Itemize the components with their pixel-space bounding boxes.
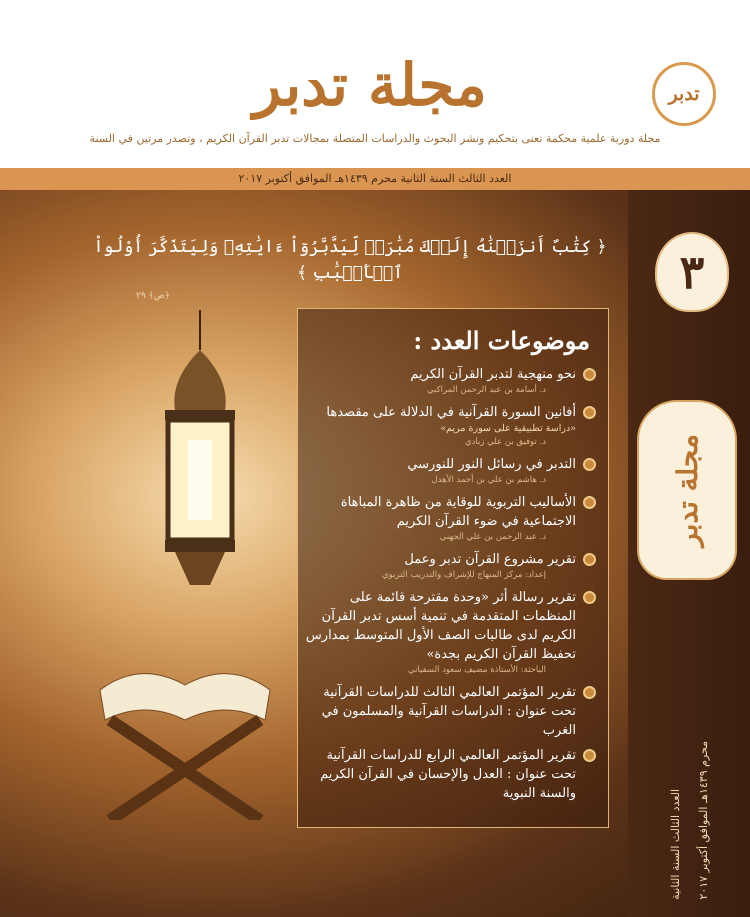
- spine-logo: [637, 400, 737, 580]
- spine-issue-info: [640, 690, 740, 900]
- toc-item-title: تقرير المؤتمر العالمي الرابع للدراسات القرآنية تحت عنوان : العدل والإحسان في القرآن الكريم والسنة النبوية: [320, 748, 576, 801]
- toc-item-author: د. أسامة بن عبد الرحمن المراكبي: [426, 385, 546, 395]
- toc-item-author: الباحثة: الأستاذة مضيف سعود السفياني: [407, 665, 546, 675]
- toc-item: [304, 455, 598, 487]
- toc-list: [304, 365, 598, 803]
- spine-line-2: محرم ١٤٣٩هـ الموافق أكتوبر ٢٠١٧: [697, 741, 710, 900]
- ornament-bullet-icon: [583, 368, 596, 381]
- ornament-bullet-icon: [583, 591, 596, 604]
- verse-reference: ﴿ص﴾ ٢٩: [136, 291, 170, 301]
- toc-item-title: الأساليب التربوية للوقاية من ظاهرة المباهاة الاجتماعية في ضوء القرآن الكريم: [340, 495, 576, 529]
- ornament-bullet-icon: [583, 686, 596, 699]
- ornament-bullet-icon: [583, 406, 596, 419]
- toc-item: [304, 365, 598, 397]
- toc-item-title: تقرير المؤتمر العالمي الثالث للدراسات القرآنية تحت عنوان : الدراسات القرآنية والمسلمون في الغرب: [321, 685, 576, 738]
- masthead: [0, 0, 750, 168]
- spine-logo-text: مجلة تدبر: [670, 433, 704, 547]
- ornament-bullet-icon: [583, 553, 596, 566]
- lantern-illustration: [150, 310, 250, 600]
- toc-item-author: إعداد: مركز المنهاج للإشراف والتدريب التربوي: [382, 570, 546, 580]
- quran-verse: ﴿ كِتَٰبٌ أَنزَلۡنَٰهُ إِلَيۡكَ مُبَٰرَكٞ لِّيَدَّبَّرُوٓاْ ءَايَٰتِهِۦ وَلِيَتَذَكَّرَ أُوْلُواْ ٱلۡأَلۡبَٰبِ ﴾: [93, 237, 607, 283]
- magazine-logo-title: مجلة تدبر: [253, 51, 487, 119]
- toc-item: [304, 588, 598, 677]
- toc-item-author: د. توفيق بن علي زبادي: [464, 437, 546, 447]
- toc-item: [304, 746, 598, 803]
- issue-info-bar: العدد الثالث السنة الثانية محرم ١٤٣٩هـ الموافق أكتوبر ٢٠١٧: [0, 168, 750, 190]
- quran-stand-illustration: [80, 620, 290, 820]
- toc-item: [304, 493, 598, 544]
- spine-line-1: العدد الثالث السنة الثانية: [669, 789, 682, 900]
- toc-item-title: أفانين السورة القرآنية في الدلالة على مقصدها: [326, 405, 576, 420]
- tagline: مجلة دورية علمية محكمة تعنى بتحكيم ونشر البحوث والدراسات المتصلة بمجالات تدبر القرآن الكريم ، وتصدر مرتين في السنة: [89, 132, 661, 145]
- toc-item-title: تقرير رسالة أثر «وحدة مقترحة قائمة على المنظمات المتقدمة في تنمية أسس تدبر القرآن الكريم لدى طالبات الصف الأول المتوسط بمدارس تحفيظ القرآن الكريم بجدة»: [305, 590, 576, 662]
- toc-item: [304, 550, 598, 582]
- ornament-bullet-icon: [583, 458, 596, 471]
- issue-number-badge: ٣: [655, 232, 729, 312]
- toc-item-title: تقرير مشروع القرآن تدبر وعمل: [404, 552, 576, 567]
- toc-item-author: د. هاشم بن علي بن أحمد الأهدل: [431, 475, 546, 485]
- toc-item-author: د. عبد الرحمن بن علي الجهني: [439, 532, 546, 542]
- toc-item: [304, 403, 598, 449]
- toc-item-title: نحو منهجية لتدبر القرآن الكريم: [410, 367, 576, 382]
- table-of-contents-panel: [297, 308, 609, 828]
- toc-title: موضوعات العدد :: [413, 326, 590, 355]
- toc-item: [304, 683, 598, 740]
- toc-item-title: التدبر في رسائل النور للنورسي: [407, 457, 576, 472]
- ornament-bullet-icon: [583, 496, 596, 509]
- ornament-bullet-icon: [583, 749, 596, 762]
- toc-item-subtitle: «دراسة تطبيقية على سورة مريم»: [440, 423, 576, 434]
- magazine-badge-logo: تدبر: [652, 62, 716, 126]
